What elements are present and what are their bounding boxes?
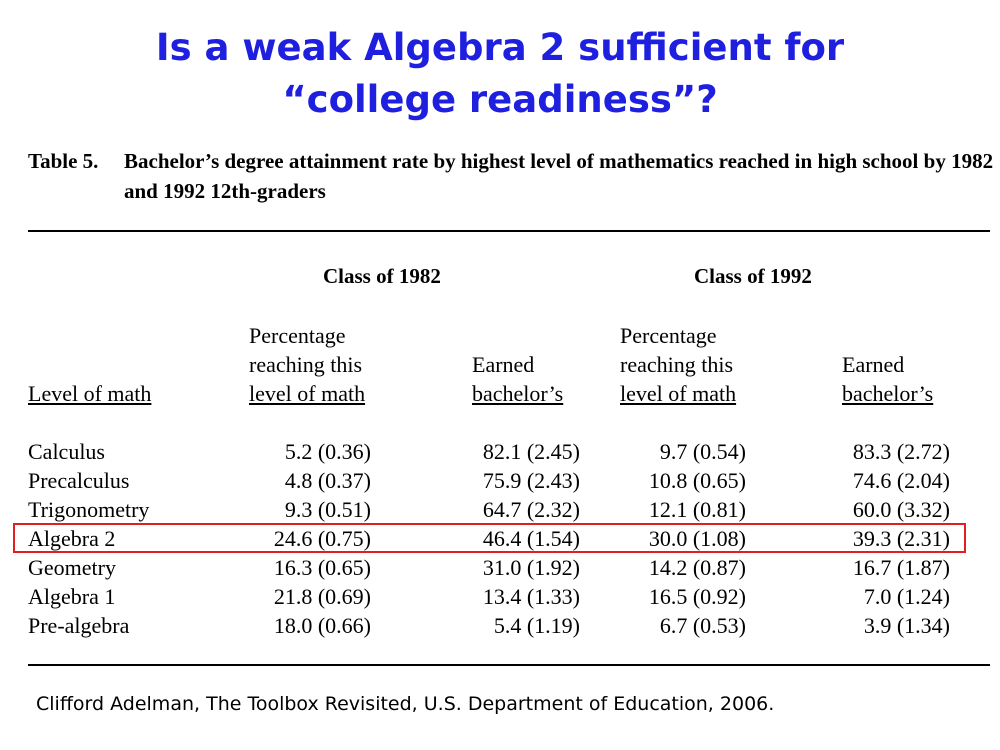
cell-level: Trigonometry bbox=[28, 497, 150, 522]
cell-pct-1992: 12.1 (0.81) bbox=[648, 497, 746, 522]
column-header-earned-line-2: bachelor’s bbox=[472, 381, 564, 406]
column-header-pct-line-1: Percentage bbox=[620, 323, 717, 348]
table-caption-number: Table 5. bbox=[28, 149, 99, 173]
cell-earned-1982: 82.1 (2.45) bbox=[482, 439, 580, 464]
column-header-pct-1982 bbox=[249, 321, 365, 408]
column-header-pct-line-3: level of math bbox=[620, 381, 737, 406]
cell-earned-1992: 60.0 (3.32) bbox=[852, 497, 950, 522]
slide-title bbox=[0, 22, 1000, 126]
table-row bbox=[0, 611, 1000, 640]
table-row bbox=[0, 495, 1000, 524]
cell-earned-1992: 83.3 (2.72) bbox=[852, 439, 950, 464]
slide-title-line-2: “college readiness”? bbox=[282, 78, 718, 121]
algebra-2-highlight-box bbox=[13, 523, 966, 553]
column-header-pct-line-1: Percentage bbox=[249, 323, 346, 348]
cell-pct-1992: 14.2 (0.87) bbox=[648, 555, 746, 580]
column-header-earned-1982 bbox=[472, 350, 563, 408]
cell-level: Pre-algebra bbox=[28, 613, 130, 638]
column-header-level bbox=[28, 379, 151, 408]
cell-pct-1982: 9.3 (0.51) bbox=[284, 497, 371, 522]
column-header-earned-line-1: Earned bbox=[842, 352, 905, 377]
cell-earned-1992: 7.0 (1.24) bbox=[863, 584, 950, 609]
cell-pct-1992: 10.8 (0.65) bbox=[648, 468, 746, 493]
table-row bbox=[0, 466, 1000, 495]
cell-earned-1992: 3.9 (1.34) bbox=[863, 613, 950, 638]
cell-earned-1982: 64.7 (2.32) bbox=[482, 497, 580, 522]
cell-earned-1992: 74.6 (2.04) bbox=[852, 468, 950, 493]
group-header-1982: Class of 1982 bbox=[323, 264, 441, 288]
column-header-earned-1992 bbox=[842, 350, 933, 408]
cell-level: Geometry bbox=[28, 555, 116, 580]
cell-level: Precalculus bbox=[28, 468, 130, 493]
cell-pct-1982: 18.0 (0.66) bbox=[273, 613, 371, 638]
cell-pct-1992: 30.0 (1.08) bbox=[648, 526, 746, 551]
cell-pct-1982: 16.3 (0.65) bbox=[273, 555, 371, 580]
slide-title-line-1: Is a weak Algebra 2 sufficient for bbox=[155, 26, 845, 69]
cell-pct-1992: 16.5 (0.92) bbox=[648, 584, 746, 609]
cell-level: Calculus bbox=[28, 439, 105, 464]
cell-earned-1992: 16.7 (1.87) bbox=[852, 555, 950, 580]
column-header-pct-line-2: reaching this bbox=[249, 352, 363, 377]
table-top-rule bbox=[28, 230, 990, 232]
cell-earned-1982: 75.9 (2.43) bbox=[482, 468, 580, 493]
cell-earned-1982: 31.0 (1.92) bbox=[482, 555, 580, 580]
column-header-pct-1992 bbox=[620, 321, 736, 408]
cell-level: Algebra 1 bbox=[28, 584, 116, 609]
cell-pct-1982: 5.2 (0.36) bbox=[284, 439, 371, 464]
table-bottom-rule bbox=[28, 664, 990, 666]
cell-earned-1982: 46.4 (1.54) bbox=[482, 526, 580, 551]
table-row bbox=[0, 437, 1000, 466]
cell-earned-1982: 13.4 (1.33) bbox=[482, 584, 580, 609]
column-header-earned-line-2: bachelor’s bbox=[842, 381, 934, 406]
cell-pct-1982: 4.8 (0.37) bbox=[284, 468, 371, 493]
cell-earned-1992: 39.3 (2.31) bbox=[852, 526, 950, 551]
column-header-pct-line-2: reaching this bbox=[620, 352, 734, 377]
cell-pct-1982: 21.8 (0.69) bbox=[273, 584, 371, 609]
cell-level: Algebra 2 bbox=[28, 526, 116, 551]
group-header-1992: Class of 1992 bbox=[694, 264, 812, 288]
cell-pct-1982: 24.6 (0.75) bbox=[273, 526, 371, 551]
column-header-level-label: Level of math bbox=[28, 381, 152, 406]
column-header-pct-line-3: level of math bbox=[249, 381, 366, 406]
cell-earned-1982: 5.4 (1.19) bbox=[493, 613, 580, 638]
table-row bbox=[0, 553, 1000, 582]
cell-pct-1992: 9.7 (0.54) bbox=[659, 439, 746, 464]
source-citation: Clifford Adelman, The Toolbox Revisited, U.S. Department of Education, 2006. bbox=[36, 693, 775, 715]
table-caption-text: Bachelor’s degree attainment rate by highest level of mathematics reached in high school by 1982 and 1992 12th-graders bbox=[124, 149, 994, 203]
table-row bbox=[0, 582, 1000, 611]
column-header-earned-line-1: Earned bbox=[472, 352, 535, 377]
cell-pct-1992: 6.7 (0.53) bbox=[659, 613, 746, 638]
